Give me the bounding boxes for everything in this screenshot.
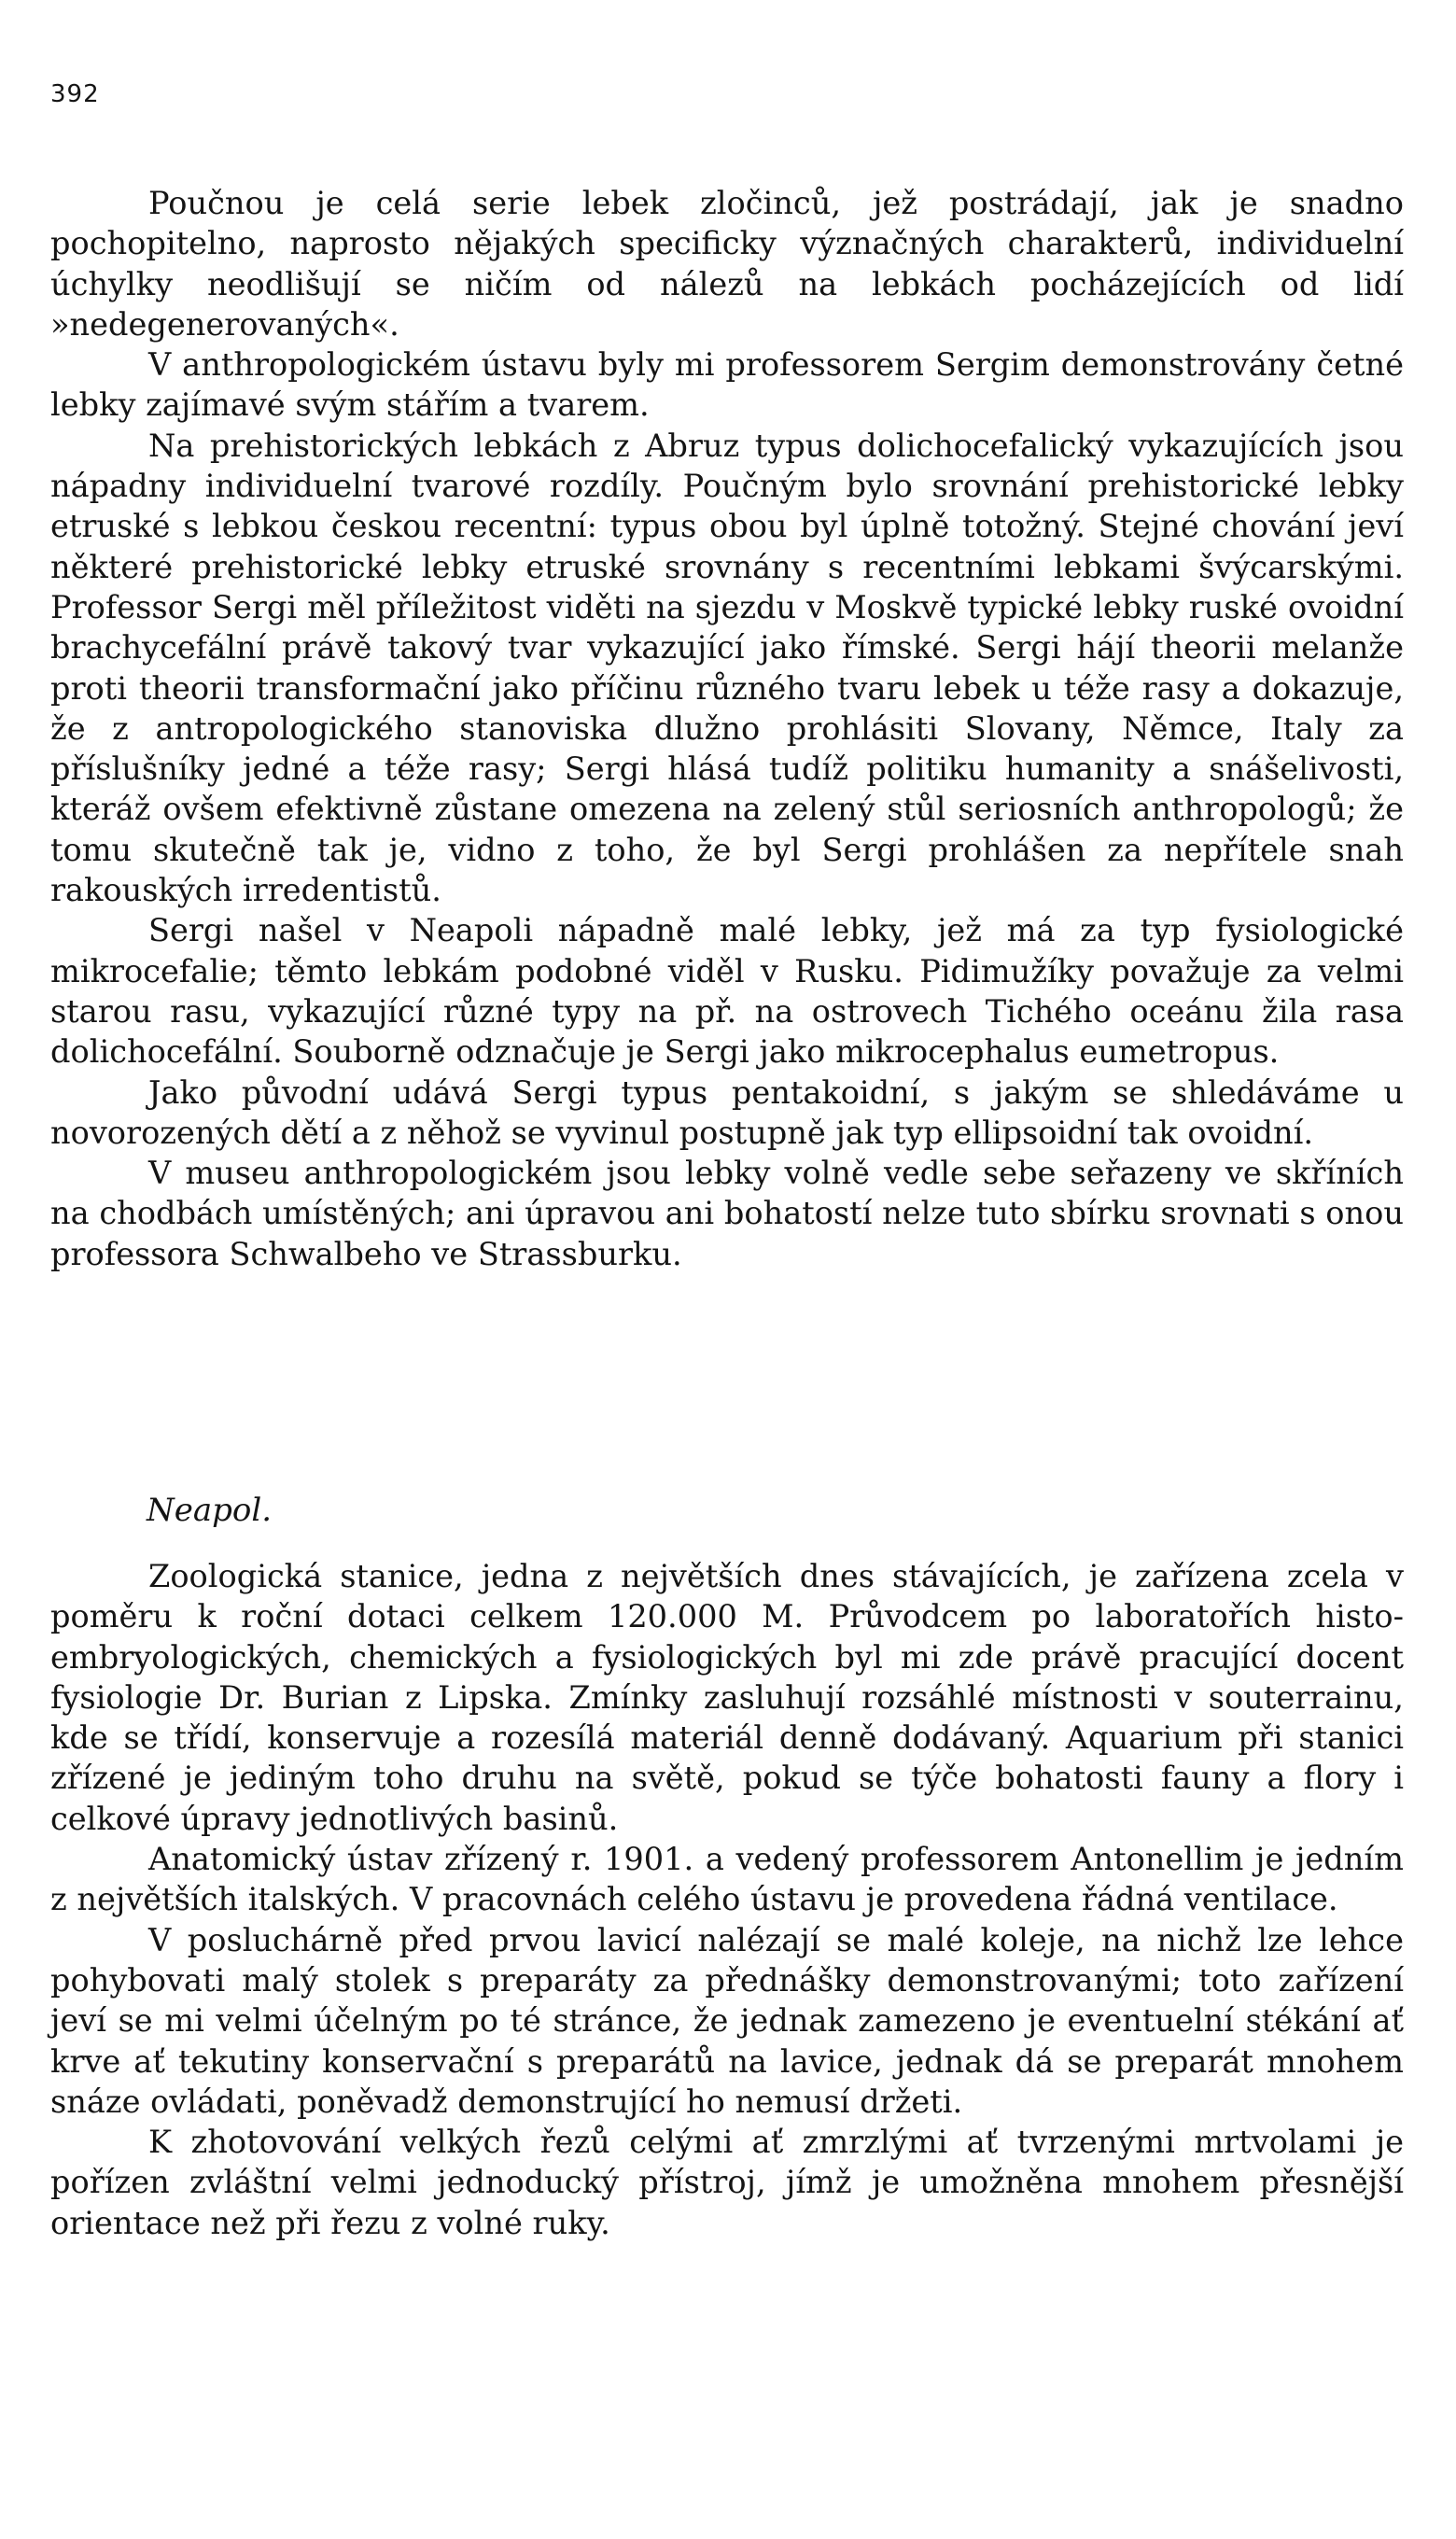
paragraph: Sergi našel v Neapoli nápadně malé lebky, jež má za typ fysiologické mikrocefalie; těmto lebkám podobné viděl v Rusku. Pidimužíky považuje za velmi starou rasu, vykazující různé typy na př. na ostrovech Tichého oceánu žila rasa dolichocefální. Souborně odznačuje je Sergi jako mikrocephalus eumetropus.	[50, 912, 1404, 1071]
paragraph: Poučnou je celá serie lebek zločinců, jež postrádají, jak je snadno pochopitelno, naprosto nějakých specificky význačných charakterů, individuelní úchylky neodlišují se ničím od nálezů na lebkách pocházejících od lidí »nedegenerovaných«.	[50, 185, 1404, 343]
paragraph: Zoologická stanice, jedna z největších dnes stávajících, je zařízena zcela v poměru k roční dotaci celkem 120.000 M. Průvodcem po laboratořích histo-embryologických, chemických a fysiologických byl mi zde právě pracující docent fysiologie Dr. Burian z Lipska. Zmínky zasluhují rozsáhlé místnosti v souterrainu, kde se třídí, konservuje a rozesílá materiál denně dodávaný. Aquarium při stanici zřízené je jediným toho druhu na světě, pokud se týče bohatosti fauny a flory i celkové úpravy jednotlivých basinů.	[50, 1558, 1404, 1837]
section-heading: Neapol.	[147, 1492, 273, 1529]
section-2-text	[50, 1556, 1404, 2243]
paragraph: Jako původní udává Sergi typus pentakoidní, s jakým se shledáváme u novorozených dětí a z něhož se vyvinul postupně jak typ ellipsoidní tak ovoidní.	[50, 1073, 1404, 1151]
paragraph: Na prehistorických lebkách z Abruz typus dolichocefalický vykazujících jsou nápadny individuelní tvarové rozdíly. Poučným bylo srovnání prehistorické lebky etruské s lebkou českou recentní: typus obou byl úplně totožný. Stejné chování jeví některé prehistorické lebky etruské srovnány s recentními lebkami švýcarskými. Professor Sergi měl příležitost viděti na sjezdu v Moskvě typické lebky ruské ovoidní brachycefální právě takový tvar vykazující jako římské. Sergi hájí theorii melanže proti theorii transformační jako příčinu různého tvaru lebek u téže rasy a dokazuje, že z antropologického stanoviska dlužno prohlásiti Slovany, Němce, Italy za příslušníky jedné a téže rasy; Sergi hlásá tudíž politiku humanity a snášelivosti, kteráž ovšem efektivně zůstane omezena na zelený stůl seriosních anthropologů; že tomu skutečně tak je, vidno z toho, že byl Sergi prohlášen za nepřítele snah rakouských irredentistů.	[50, 427, 1404, 909]
section-1-text	[50, 183, 1404, 1274]
paragraph: V museu anthropologickém jsou lebky volně vedle sebe seřazeny ve skříních na chodbách umístěných; ani úpravou ani bohatostí nelze tuto sbírku srovnati s onou professora Schwalbeho ve Strassburku.	[50, 1155, 1404, 1272]
paragraph: Anatomický ústav zřízený r. 1901. a vedený professorem Antonellim je jedním z největších italských. V pracovnách celého ústavu je provedena řádná ventilace.	[50, 1841, 1404, 1918]
paragraph: V anthropologickém ústavu byly mi professorem Sergim demonstrovány četné lebky zajímavé svým stářím a tvarem.	[50, 346, 1404, 424]
paragraph: V posluchárně před prvou lavicí nalézají se malé koleje, na nichž lze lehce pohybovati malý stolek s preparáty za přednášky demonstrovanými; toto zařízení jeví se mi velmi účelným po té stránce, že jednak zamezeno je eventuelní stékání ať krve ať tekutiny konservační s preparátů na lavice, jednak dá se preparát mnohem snáze ovládati, poněvadž demonstrující ho nemusí držeti.	[50, 1921, 1404, 2120]
page-number: 392	[50, 80, 100, 108]
paragraph: K zhotovování velkých řezů celými ať zmrzlými ať tvrzenými mrtvolami je pořízen zvláštní velmi jednoducký přístroj, jímž je umožněna mnohem přesnější orientace než při řezu z volné ruky.	[50, 2124, 1404, 2241]
